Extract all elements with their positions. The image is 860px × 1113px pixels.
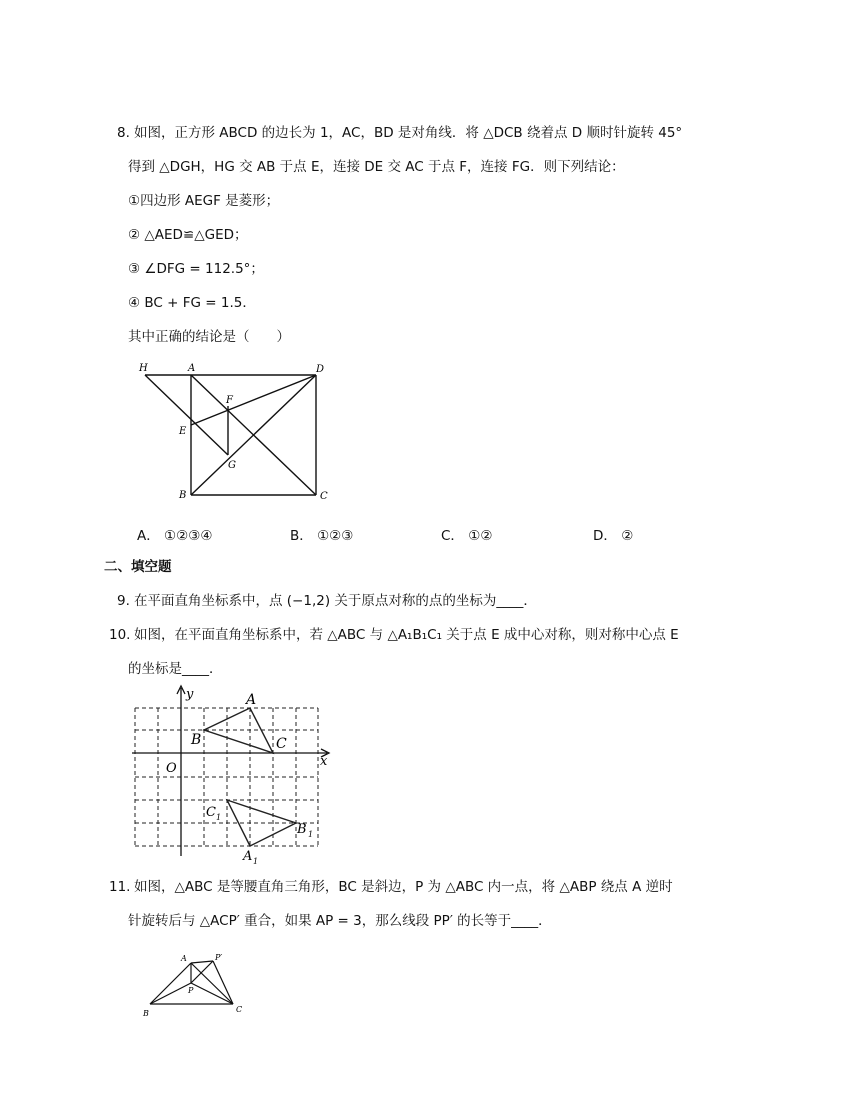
- q10-label-C: C: [276, 736, 287, 752]
- section-title: 二、填空题: [104, 559, 172, 575]
- q8-label-D: D: [316, 364, 325, 375]
- q8-number: 8.: [117, 125, 130, 141]
- q8-conclusion-4: ④ BC + FG = 1.5．: [128, 295, 256, 311]
- q8-line2: 得到 △DGH，HG 交 AB 于点 E，连接 DE 交 AC 于点 F，连接 FG．则下列结论：: [128, 159, 625, 175]
- q11-label-P: P: [188, 986, 194, 995]
- option-value: ①②③: [317, 528, 354, 544]
- q10-label-C1: C: [206, 805, 216, 820]
- q8-label-E: E: [179, 426, 187, 437]
- q8-conclusion-1: ①四边形 AEGF 是菱形；: [128, 193, 280, 209]
- q10-label-C1-sub: 1: [216, 813, 222, 822]
- q9-text: 在平面直角坐标系中，点 (−1,2) 关于原点对称的点的坐标为____．: [134, 593, 537, 609]
- q11-label-C: C: [236, 1005, 243, 1014]
- q8-line1: 如图，正方形 ABCD 的边长为 1，AC，BD 是对角线．将 △DCB 绕着点 D 顺时针旋转 45°: [134, 125, 683, 141]
- q11-label-B: B: [143, 1009, 149, 1018]
- q8-label-C: C: [320, 491, 328, 502]
- option-value: ②: [621, 528, 634, 544]
- q8-conclusion-3: ③ ∠DFG = 112.5°；: [128, 261, 264, 277]
- q8-question: 其中正确的结论是（ ）: [128, 329, 290, 345]
- option-value: ①②: [468, 528, 493, 544]
- q9-number: 9.: [117, 593, 130, 609]
- q8-label-A: A: [188, 363, 196, 374]
- option-letter: B．: [290, 528, 313, 544]
- q8-label-H: H: [139, 363, 148, 374]
- q11-number: 11.: [109, 879, 131, 895]
- option-letter: A．: [137, 528, 160, 544]
- q10-line1: 如图，在平面直角坐标系中，若 △ABC 与 △A₁B₁C₁ 关于点 E 成中心对称，则对称中心点 E: [134, 627, 679, 643]
- q10-number: 10.: [109, 627, 131, 643]
- q10-label-x: x: [320, 754, 328, 769]
- q11-label-A: A: [181, 954, 187, 963]
- q10-label-B: B: [191, 732, 202, 748]
- q8-label-F: F: [226, 395, 233, 406]
- q8-label-B: B: [179, 490, 187, 501]
- q10-line2: 的坐标是____．: [128, 661, 223, 677]
- q10-label-B1-sub: 1: [308, 830, 314, 839]
- q8-option-a[interactable]: [137, 524, 212, 544]
- option-value: ①②③④: [164, 528, 213, 544]
- q10-label-O: O: [166, 761, 177, 776]
- q8-option-b[interactable]: [290, 524, 353, 544]
- q10-label-y: y: [186, 687, 194, 702]
- q10-figure-coordinate-grid: [128, 683, 340, 865]
- q10-label-A: A: [246, 692, 257, 708]
- option-letter: C．: [441, 528, 464, 544]
- q8-option-d[interactable]: [593, 524, 633, 544]
- q11-label-P-prime: P′: [215, 953, 223, 962]
- q11-figure-triangle-diagram: [138, 950, 250, 1020]
- q10-label-A1: A: [243, 849, 253, 864]
- q11-line2: 针旋转后与 △ACP′ 重合，如果 AP = 3，那么线段 PP′ 的长等于____．: [128, 913, 552, 929]
- option-letter: D．: [593, 528, 617, 544]
- q8-label-G: G: [228, 460, 236, 471]
- q10-label-A1-sub: 1: [253, 857, 259, 865]
- q11-line1: 如图，△ABC 是等腰直角三角形，BC 是斜边，P 为 △ABC 内一点，将 △ABP 绕点 A 逆时: [134, 879, 673, 895]
- q8-option-c[interactable]: [441, 524, 492, 544]
- q10-label-B1: B: [297, 822, 307, 837]
- q8-conclusion-2: ② △AED≌△GED；: [128, 227, 248, 243]
- q8-figure-square-diagram: [130, 355, 340, 505]
